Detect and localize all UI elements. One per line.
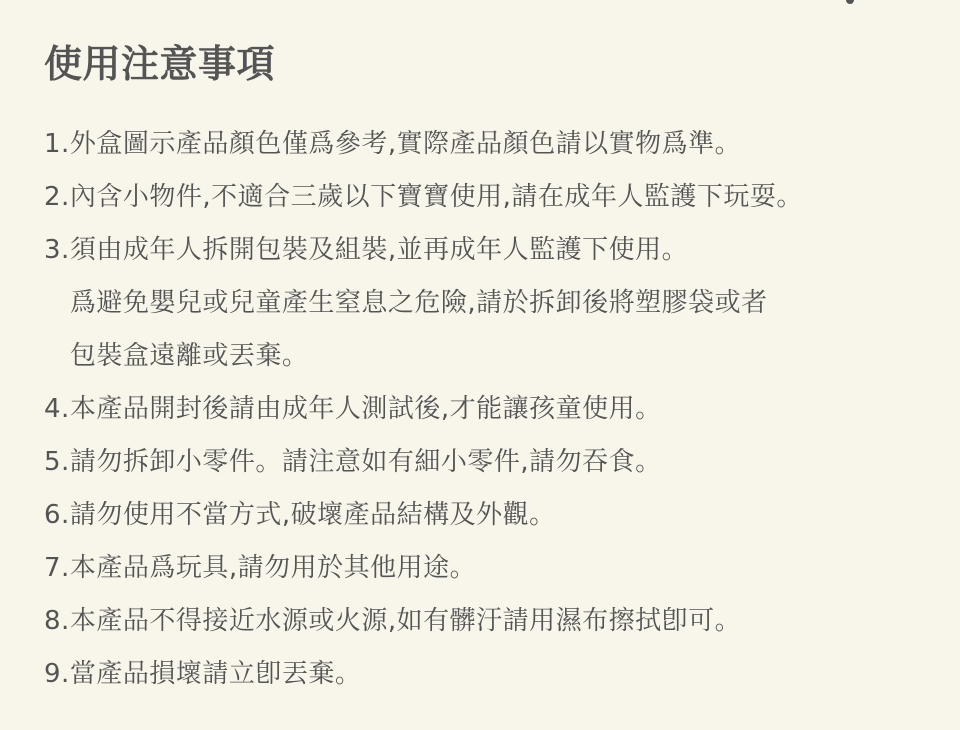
notice-line: 須由成年人拆開包裝及組裝,並再成年人監護下使用。 <box>69 235 689 265</box>
notice-text <box>70 171 803 224</box>
notice-text <box>70 542 476 595</box>
page-title: 使用注意事項 <box>44 42 276 86</box>
notice-line: 包裝盒遠離或丟棄。 <box>69 341 309 371</box>
notice-number: 6. <box>44 500 70 530</box>
notice-item-3 <box>44 224 944 383</box>
notice-item-2 <box>44 171 944 224</box>
notice-number: 3. <box>44 235 70 265</box>
notice-text <box>70 595 741 648</box>
notice-line: 本產品不得接近水源或火源,如有髒汙請用濕布擦拭卽可。 <box>69 606 742 636</box>
notice-item-6 <box>44 489 944 542</box>
notice-text <box>70 489 556 542</box>
notice-item-4 <box>44 383 944 436</box>
notice-line: 當產品損壞請立卽丟棄。 <box>69 659 362 689</box>
notice-number: 7. <box>44 553 70 583</box>
notice-number: 8. <box>44 606 70 636</box>
notice-line: 本產品爲玩具,請勿用於其他用途。 <box>69 553 477 583</box>
notice-line: 內含小物件,不適合三歲以下寶寶使用,請在成年人監護下玩耍。 <box>69 182 803 212</box>
notice-item-1 <box>44 118 944 171</box>
notice-line: 本產品開封後請由成年人測試後,才能讓孩童使用。 <box>69 394 662 424</box>
notice-item-7 <box>44 542 944 595</box>
notice-item-8 <box>44 595 944 648</box>
notice-number: 1. <box>44 129 70 159</box>
notice-text <box>70 118 741 171</box>
notice-number: 4. <box>44 394 70 424</box>
notice-text <box>70 383 662 436</box>
top-edge-dot-icon <box>846 0 854 4</box>
notice-text <box>70 648 362 701</box>
notice-list <box>44 118 944 701</box>
notice-line: 外盒圖示產品顏色僅爲參考,實際產品顏色請以實物爲準。 <box>69 129 742 159</box>
notice-line: 請勿拆卸小零件。請注意如有細小零件,請勿吞食。 <box>69 447 662 477</box>
notice-number: 5. <box>44 447 70 477</box>
notice-text <box>70 224 768 383</box>
notice-item-9 <box>44 648 944 701</box>
notice-line: 請勿使用不當方式,破壞產品結構及外觀。 <box>69 500 556 530</box>
notice-number: 9. <box>44 659 70 689</box>
notice-text <box>70 436 662 489</box>
notice-line: 爲避免嬰兒或兒童產生窒息之危險,請於拆卸後將塑膠袋或者 <box>69 288 768 318</box>
notice-item-5 <box>44 436 944 489</box>
notice-number: 2. <box>44 182 70 212</box>
